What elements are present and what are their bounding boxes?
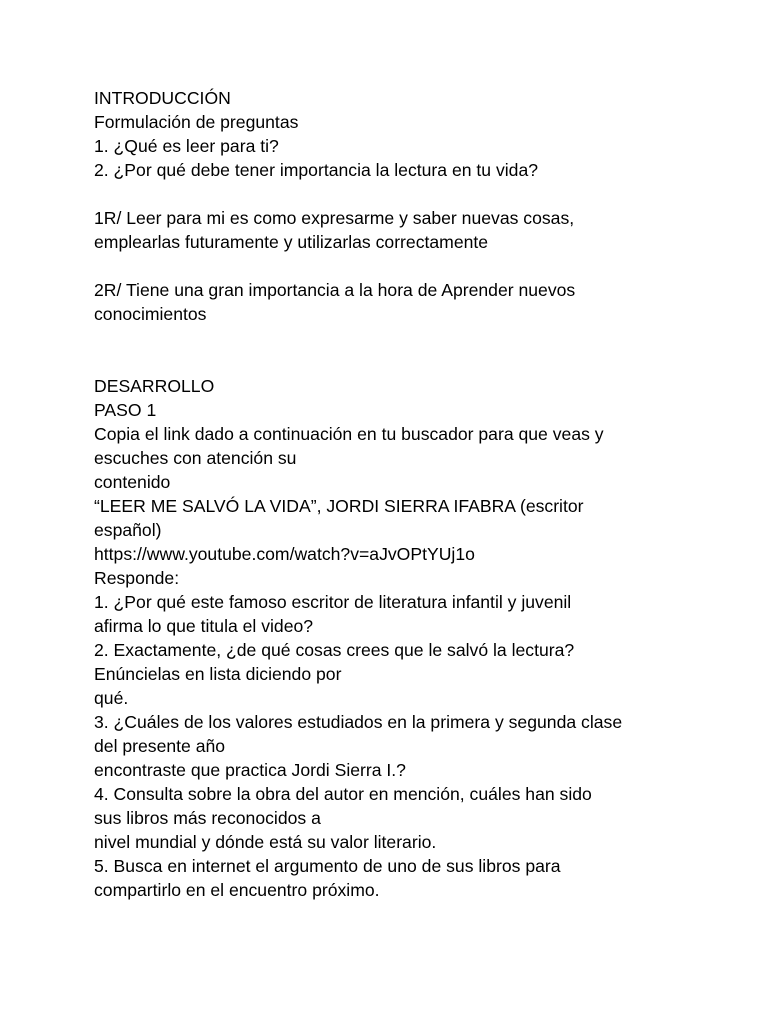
subheading-formulacion: Formulación de preguntas (94, 112, 299, 132)
section-heading-desarrollo: DESARROLLO (94, 376, 215, 396)
task-3-line-3: encontraste que practica Jordi Sierra I.? (94, 760, 406, 780)
paso-label: PASO 1 (94, 400, 157, 420)
task-3-line-1: 3. ¿Cuáles de los valores estudiados en la primera y segunda clase (94, 712, 623, 732)
video-title-line-1: “LEER ME SALVÓ LA VIDA”, JORDI SIERRA IFABRA (escritor (94, 496, 584, 516)
section-heading-introduccion: INTRODUCCIÓN (94, 88, 231, 108)
task-3-line-2: del presente año (94, 736, 226, 756)
task-4-line-2: sus libros más reconocidos a (94, 808, 321, 828)
question-2: 2. ¿Por qué debe tener importancia la lectura en tu vida? (94, 160, 539, 180)
instruction-line-2: escuches con atención su (94, 448, 297, 468)
instruction-line-1: Copia el link dado a continuación en tu buscador para que veas y (94, 424, 604, 444)
task-4-line-3: nivel mundial y dónde está su valor literario. (94, 832, 437, 852)
task-2-line-3: qué. (94, 688, 129, 708)
video-url: https://www.youtube.com/watch?v=aJvOPtYUj1o (94, 544, 475, 564)
blank-line (94, 182, 694, 206)
document-page (94, 86, 694, 902)
blank-line (94, 254, 694, 278)
question-1: 1. ¿Qué es leer para ti? (94, 136, 279, 156)
responde-label: Responde: (94, 568, 180, 588)
answer-1-line-1: 1R/ Leer para mi es como expresarme y saber nuevas cosas, (94, 208, 575, 228)
task-1-line-1: 1. ¿Por qué este famoso escritor de literatura infantil y juvenil (94, 592, 572, 612)
task-2-line-2: Enúncielas en lista diciendo por (94, 664, 342, 684)
task-5-line-2: compartirlo en el encuentro próximo. (94, 880, 380, 900)
blank-lines (94, 326, 694, 374)
answer-2-line-1: 2R/ Tiene una gran importancia a la hora de Aprender nuevos (94, 280, 576, 300)
task-1-line-2: afirma lo que titula el video? (94, 616, 314, 636)
answer-2-line-2: conocimientos (94, 304, 207, 324)
video-title-line-2: español) (94, 520, 162, 540)
instruction-line-3: contenido (94, 472, 171, 492)
task-5-line-1: 5. Busca en internet el argumento de uno de sus libros para (94, 856, 561, 876)
answer-1-line-2: emplearlas futuramente y utilizarlas correctamente (94, 232, 489, 252)
task-4-line-1: 4. Consulta sobre la obra del autor en mención, cuáles han sido (94, 784, 592, 804)
task-2-line-1: 2. Exactamente, ¿de qué cosas crees que le salvó la lectura? (94, 640, 575, 660)
